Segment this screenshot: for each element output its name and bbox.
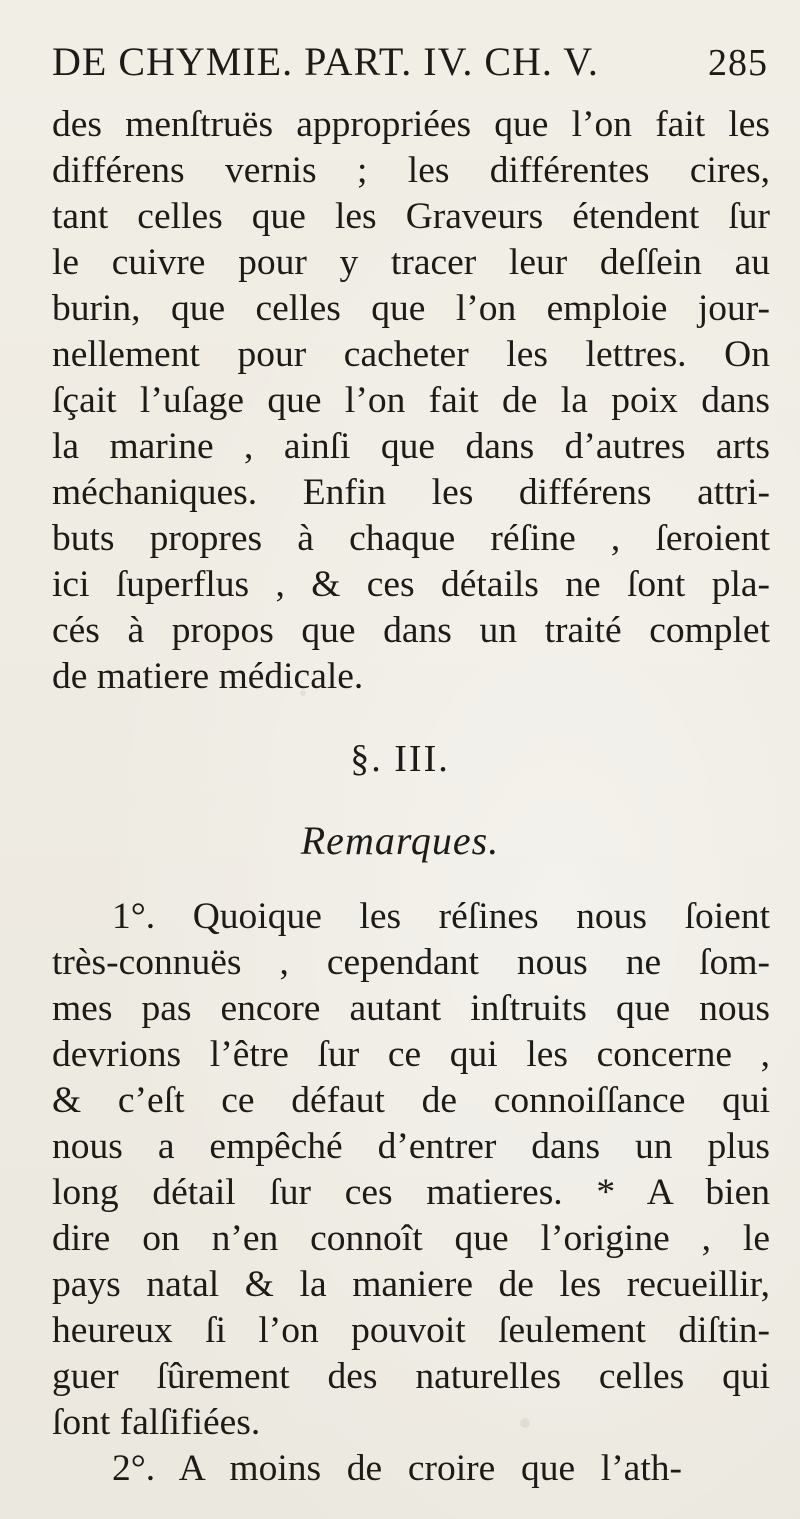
subheading-remarques: Remarques. bbox=[300, 818, 500, 863]
text-line: & c’eſt ce défaut de connoiſſance qui bbox=[52, 1080, 770, 1121]
text-line: différens vernis ; les différentes cires, bbox=[52, 150, 770, 191]
text-line: ici ſuperflus , & ces détails ne ſont pla- bbox=[52, 564, 770, 605]
text-line: très-connuës , cependant nous ne ſom- bbox=[52, 942, 770, 983]
text-line: burin, que celles que l’on emploie jour- bbox=[52, 288, 770, 329]
text-line: 2°. A moins de croire que l’ath- bbox=[112, 1448, 682, 1489]
text-line: devrions l’être ſur ce qui les concerne , bbox=[52, 1034, 770, 1075]
text-line: la marine , ainſi que dans d’autres arts bbox=[52, 426, 770, 467]
text-line: le cuivre pour y tracer leur deſſein au bbox=[52, 242, 770, 283]
text-line: long détail ſur ces matieres. * A bien bbox=[52, 1172, 770, 1213]
text-line: nous a empêché d’entrer dans un plus bbox=[52, 1126, 770, 1167]
text-line: buts propres à chaque réſine , ſeroient bbox=[52, 518, 770, 559]
page-number: 285 bbox=[708, 42, 768, 84]
text-line: nellement pour cacheter les lettres. On bbox=[52, 334, 770, 375]
text-line: ſont falſifiées. bbox=[52, 1402, 261, 1443]
text-line: tant celles que les Graveurs étendent ſur bbox=[52, 196, 770, 237]
section-heading: §. III. bbox=[350, 738, 450, 780]
text-line: heureux ſi l’on pouvoit ſeulement diſtin- bbox=[52, 1310, 770, 1351]
text-line: méchaniques. Enfin les différens attri- bbox=[52, 472, 770, 513]
running-head-title: DE CHYMIE. PART. IV. CH. V. bbox=[52, 39, 599, 84]
paper-stain bbox=[520, 1418, 530, 1428]
text-line: des menſtruës appropriées que l’on fait les bbox=[52, 104, 770, 145]
text-line: mes pas encore autant inſtruits que nous bbox=[52, 988, 770, 1029]
text-line: dire on n’en connoît que l’origine , le bbox=[52, 1218, 770, 1259]
running-head bbox=[52, 38, 768, 94]
text-line: 1°. Quoique les réſines nous ſoient bbox=[112, 896, 770, 937]
text-line: guer ſûrement des naturelles celles qui bbox=[52, 1356, 770, 1397]
text-line: de matiere médicale. bbox=[52, 656, 364, 697]
text-line: cés à propos que dans un traité complet bbox=[52, 610, 770, 651]
text-line: pays natal & la maniere de les recueillir, bbox=[52, 1264, 770, 1305]
text-line: ſçait l’uſage que l’on fait de la poix dans bbox=[52, 380, 770, 421]
